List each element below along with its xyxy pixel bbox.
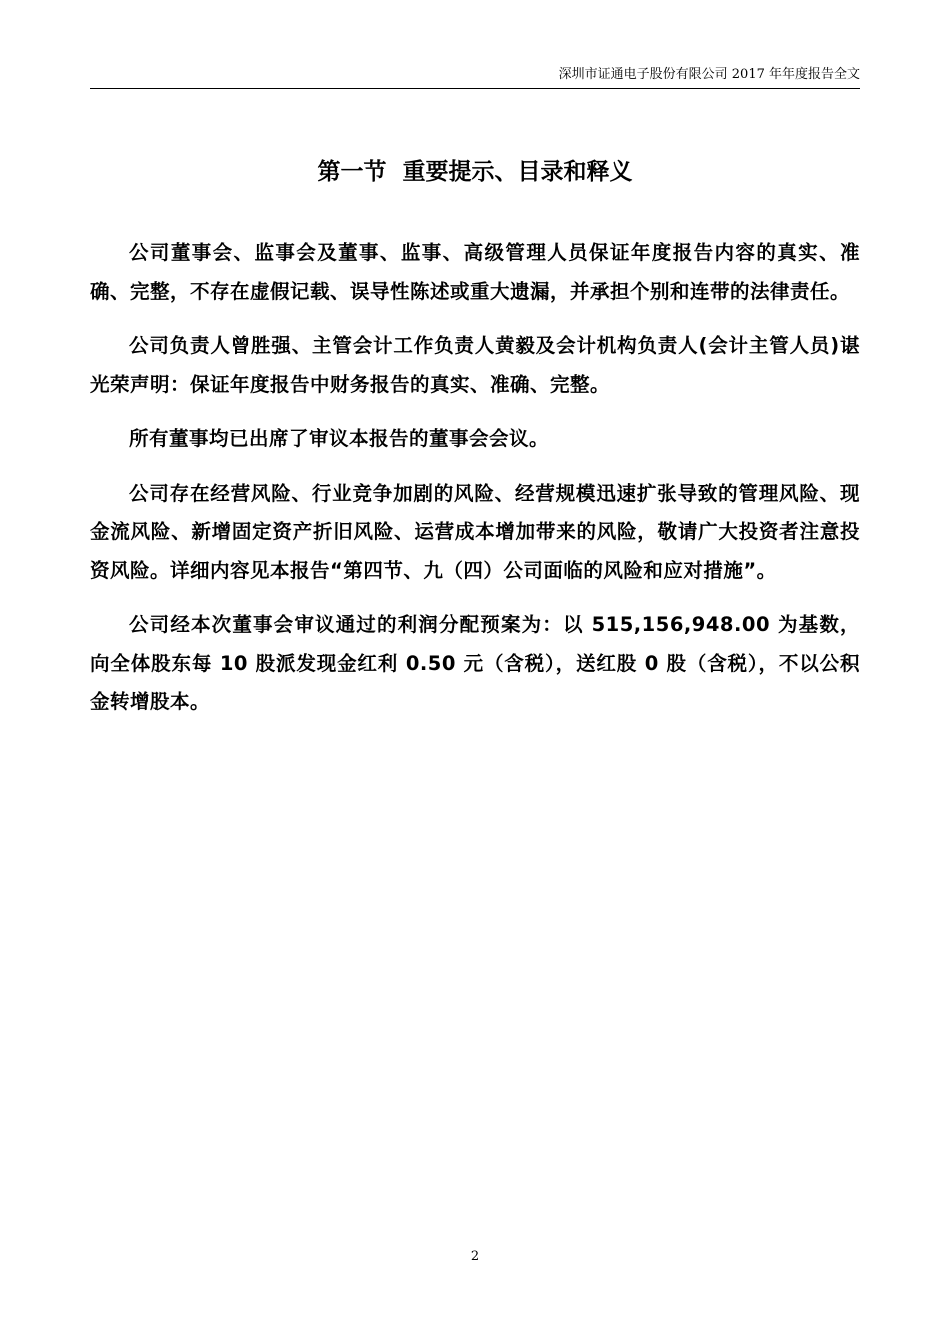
paragraph-profit-distribution: 公司经本次董事会审议通过的利润分配预案为：以 515,156,948.00 为基数，向全体股东每 10 股派发现金红利 0.50 元（含税），送红股 0 股（含税），不以公积金转增股本。 — [90, 613, 860, 713]
paragraph-financial-statement-declaration: 公司负责人曾胜强、主管会计工作负责人黄毅及会计机构负责人(会计主管人员)谌光荣声明：保证年度报告中财务报告的真实、准确、完整。 — [90, 334, 860, 396]
page-header — [90, 66, 860, 89]
paragraph-board-attendance: 所有董事均已出席了审议本报告的董事会会议。 — [129, 427, 550, 450]
paragraph-risk-notice: 公司存在经营风险、行业竞争加剧的风险、经营规模迅速扩张导致的管理风险、现金流风险、新增固定资产折旧风险、运营成本增加带来的风险，敬请广大投资者注意投资风险。详细内容见本报告“第四节、九（四）公司面临的风险和应对措施”。 — [90, 481, 860, 582]
paragraph-responsibility-statement: 公司董事会、监事会及董事、监事、高级管理人员保证年度报告内容的真实、准确、完整，不存在虚假记载、误导性陈述或重大遗漏，并承担个别和连带的法律责任。 — [90, 241, 860, 303]
document-body — [90, 234, 860, 738]
page-number: 2 — [470, 1249, 480, 1264]
section-title: 第一节 重要提示、目录和释义 — [317, 159, 633, 185]
header-text: 深圳市证通电子股份有限公司 2017 年年度报告全文 — [558, 67, 860, 82]
